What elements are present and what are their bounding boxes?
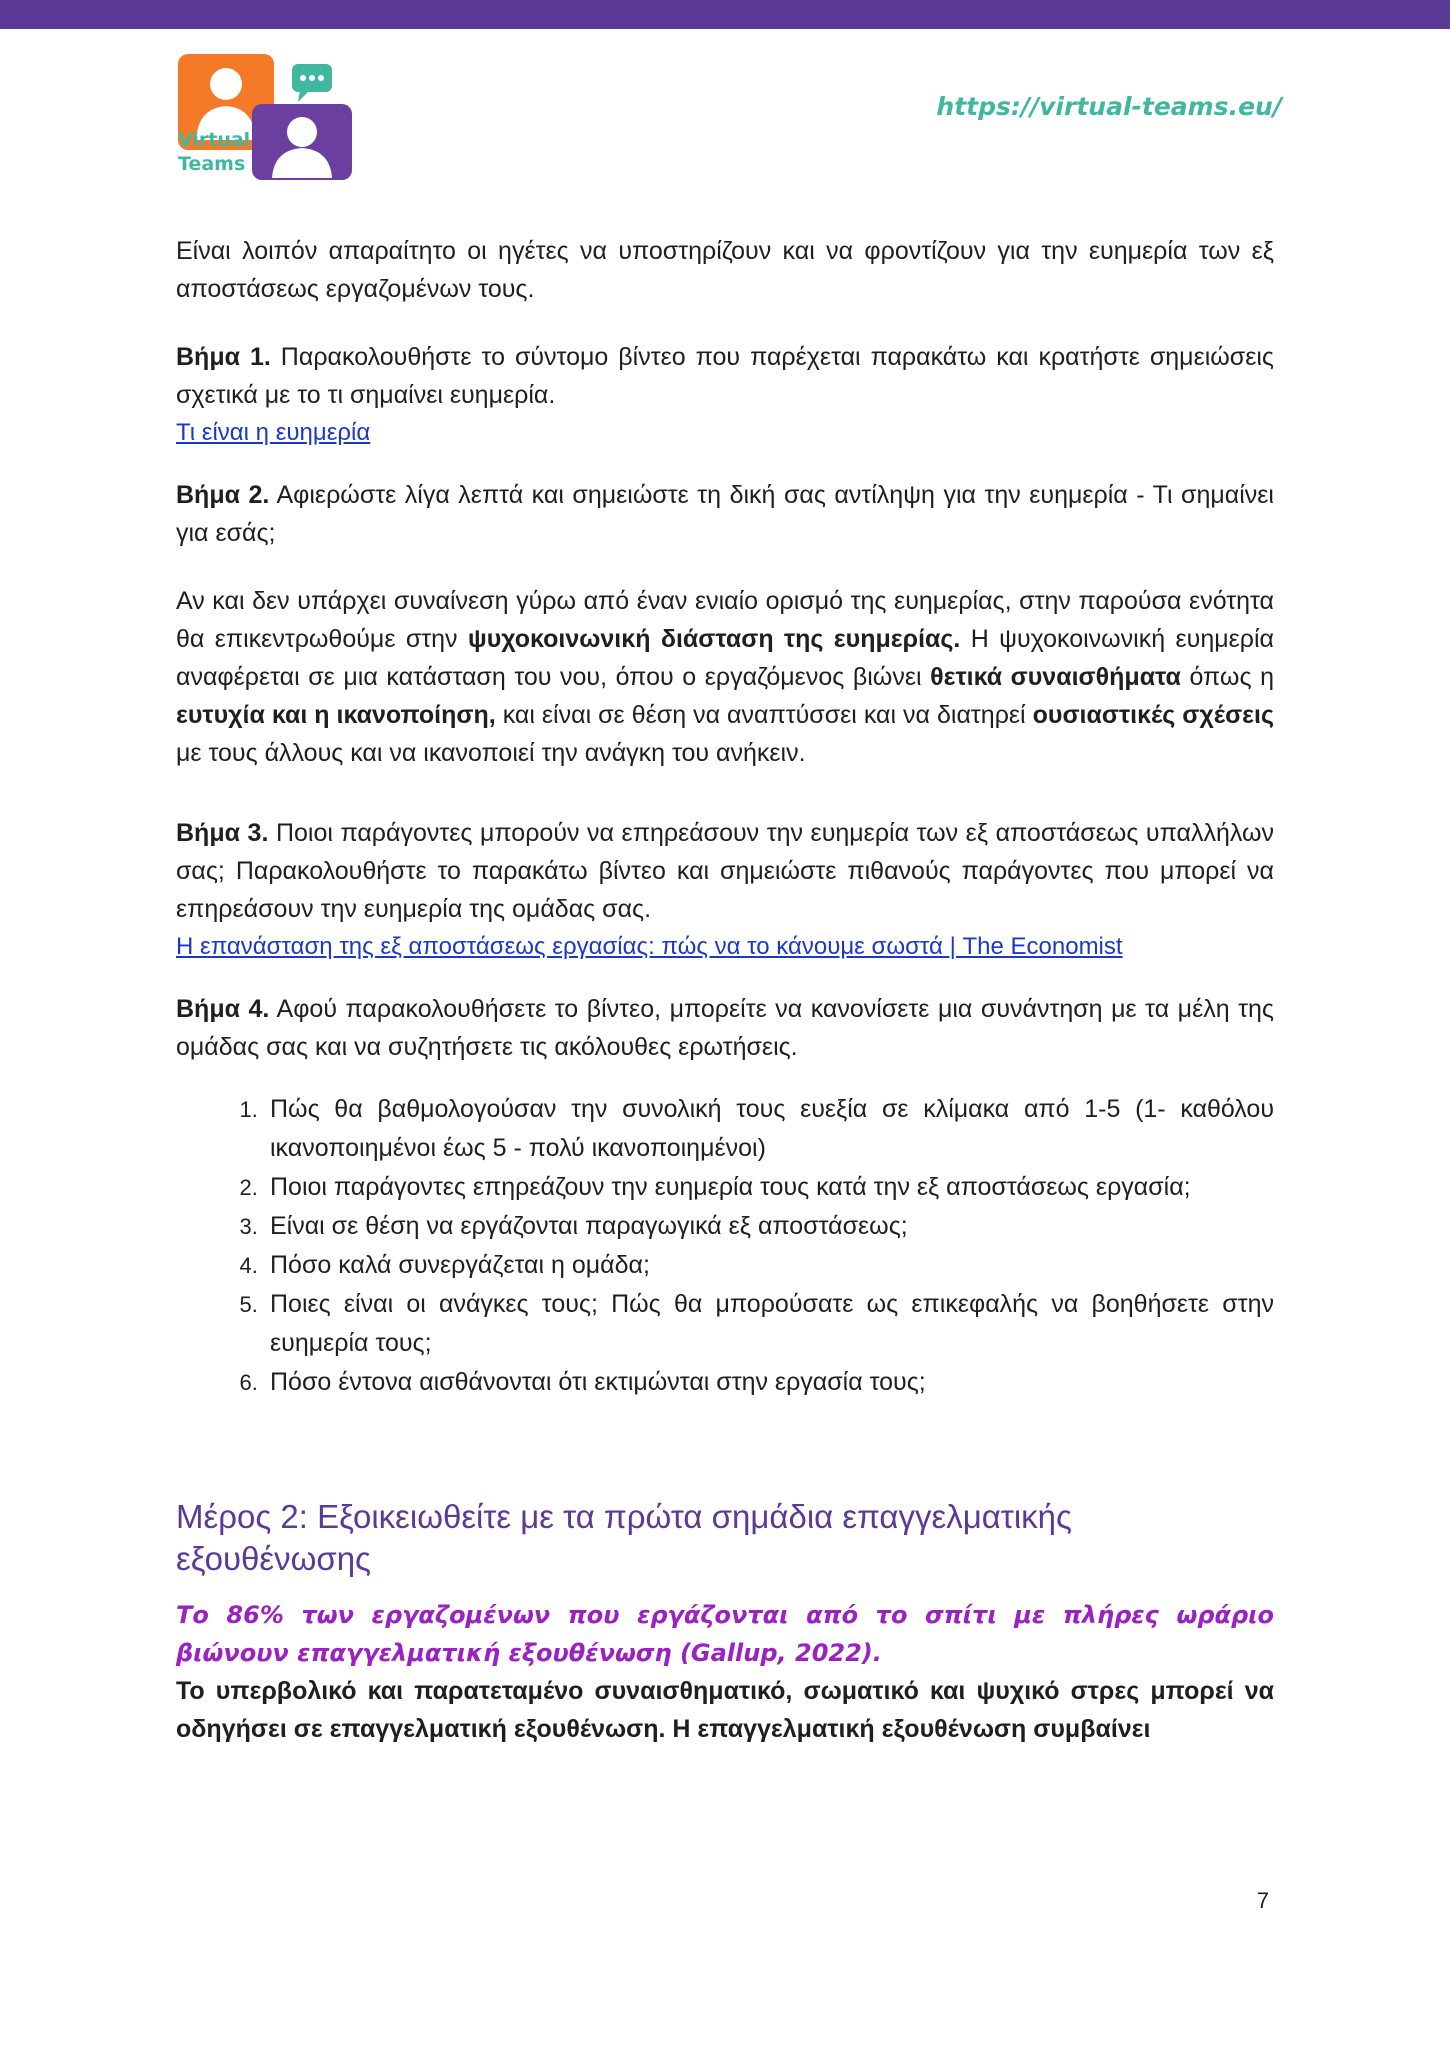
psychosocial-bold-3: ευτυχία και η ικανοποίηση, bbox=[176, 701, 496, 729]
psychosocial-bold-2: θετικά συναισθήματα bbox=[930, 663, 1181, 691]
question-item: 1. Πώς θα βαθμολογούσαν την συνολική τους ευεξία σε κλίμακα από 1-5 (1- καθόλου ικανοποιημένοι έως 5 - πολύ ικανοποιημένοι) bbox=[264, 1090, 1274, 1168]
question-item: 6. Πόσο έντονα αισθάνονται ότι εκτιμώνται στην εργασία τους; bbox=[264, 1363, 1274, 1402]
intro-paragraph: Είναι λοιπόν απαραίτητο οι ηγέτες να υποστηρίζουν και να φροντίζουν για την ευημερία των εξ αποστάσεως εργαζομένων τους. bbox=[176, 237, 1274, 303]
burnout-paragraph: Το υπερβολικό και παρατεταμένο συναισθηματικό, σωματικό και ψυχικό στρες μπορεί να οδηγήσει σε επαγγελματική εξουθένωση. Η επαγγελματική εξουθένωση συμβαίνει bbox=[176, 1677, 1274, 1743]
psychosocial-text-2: Η ψυχοκοινωνική ευημερία αναφέρεται σε μια κατάσταση του νου, όπου ο εργαζόμενος βιώνει bbox=[176, 625, 1274, 691]
logo-text-line2: Teams bbox=[178, 153, 246, 175]
step2-label: Βήμα 2. bbox=[176, 481, 270, 509]
question-item: 3. Είναι σε θέση να εργάζονται παραγωγικά εξ αποστάσεως; bbox=[264, 1207, 1274, 1246]
virtual-teams-logo bbox=[176, 52, 356, 180]
site-url[interactable]: https://virtual-teams.eu/ bbox=[936, 92, 1282, 121]
step1-text: Παρακολουθήστε το σύντομο βίντεο που παρέχεται παρακάτω και κρατήστε σημειώσεις σχετικά με το τι σημαίνει ευημερία. bbox=[176, 343, 1274, 409]
burnout-statistic: Το 86% των εργαζομένων που εργάζονται από το σπίτι με πλήρες ωράριο βιώνουν επαγγελματική εξουθένωση (Gallup, 2022). bbox=[176, 1601, 1274, 1667]
psychosocial-bold-4: ουσιαστικές σχέσεις bbox=[1032, 701, 1274, 729]
step3-paragraph bbox=[176, 814, 1274, 928]
question-item: 2. Ποιοι παράγοντες επηρεάζουν την ευημερία τους κατά την εξ αποστάσεως εργασία; bbox=[264, 1168, 1274, 1207]
economist-link-title[interactable]: Η επανάσταση της εξ αποστάσεως εργασίας: πώς να το κάνουμε σωστά bbox=[176, 933, 943, 960]
discussion-questions-list bbox=[176, 1090, 1274, 1402]
wellbeing-video-link[interactable]: Τι είναι η ευημερία bbox=[176, 419, 371, 446]
step2-paragraph bbox=[176, 476, 1274, 552]
step4-text: Αφού παρακολουθήσετε το βίντεο, μπορείτε να κανονίσετε μια συνάντηση με τα μέλη της ομάδας σας και να συζητήσετε τις ακόλουθες ερωτήσεις. bbox=[176, 995, 1274, 1061]
psychosocial-text-5: με τους άλλους και να ικανοποιεί την ανάγκη του ανήκειν. bbox=[176, 739, 806, 767]
step4-paragraph bbox=[176, 990, 1274, 1066]
question-item: 5. Ποιες είναι οι ανάγκες τους; Πώς θα μπορούσατε ως επικεφαλής να βοηθήσετε στην ευημερία τους; bbox=[264, 1285, 1274, 1363]
question-item: 4. Πόσο καλά συνεργάζεται η ομάδα; bbox=[264, 1246, 1274, 1285]
psychosocial-text-3: όπως η bbox=[1180, 663, 1274, 691]
page-content bbox=[176, 232, 1274, 1748]
psychosocial-text-1: Αν και δεν υπάρχει συναίνεση γύρω από έναν ενιαίο ορισμό της ευημερίας, στην παρούσα ενότητα θα επικεντρωθούμε στην bbox=[176, 587, 1274, 653]
logo-text-line1: Virtual bbox=[178, 129, 251, 151]
step1-label: Βήμα 1. bbox=[176, 343, 271, 371]
economist-link-source[interactable]: | The Economist bbox=[942, 933, 1123, 960]
step1-paragraph bbox=[176, 338, 1274, 414]
page-number: 7 bbox=[1256, 1888, 1269, 1913]
step3-label: Βήμα 3. bbox=[176, 819, 269, 847]
step4-label: Βήμα 4. bbox=[176, 995, 270, 1023]
step3-text: Ποιοι παράγοντες μπορούν να επηρεάσουν την ευημερία των εξ αποστάσεως υπαλλήλων σας; Παρακολουθήστε το παρακάτω βίντεο και σημειώστε πιθανούς παράγοντες που μπορεί να επηρεάσουν την ευημερία της ομάδας σας. bbox=[176, 819, 1274, 923]
step2-text: Αφιερώστε λίγα λεπτά και σημειώστε τη δική σας αντίληψη για την ευημερία - Τι σημαίνει για εσάς; bbox=[176, 481, 1274, 547]
psychosocial-text-4: και είναι σε θέση να αναπτύσσει και να διατηρεί bbox=[495, 701, 1033, 729]
section-title: Μέρος 2: Εξοικειωθείτε με τα πρώτα σημάδια επαγγελματικής εξουθένωσης bbox=[176, 1498, 1072, 1577]
top-bar bbox=[0, 0, 1450, 29]
psychosocial-bold-1: ψυχοκοινωνική διάσταση της ευημερίας. bbox=[467, 625, 961, 653]
psychosocial-paragraph bbox=[176, 582, 1274, 772]
economist-video-link[interactable] bbox=[176, 928, 1274, 966]
